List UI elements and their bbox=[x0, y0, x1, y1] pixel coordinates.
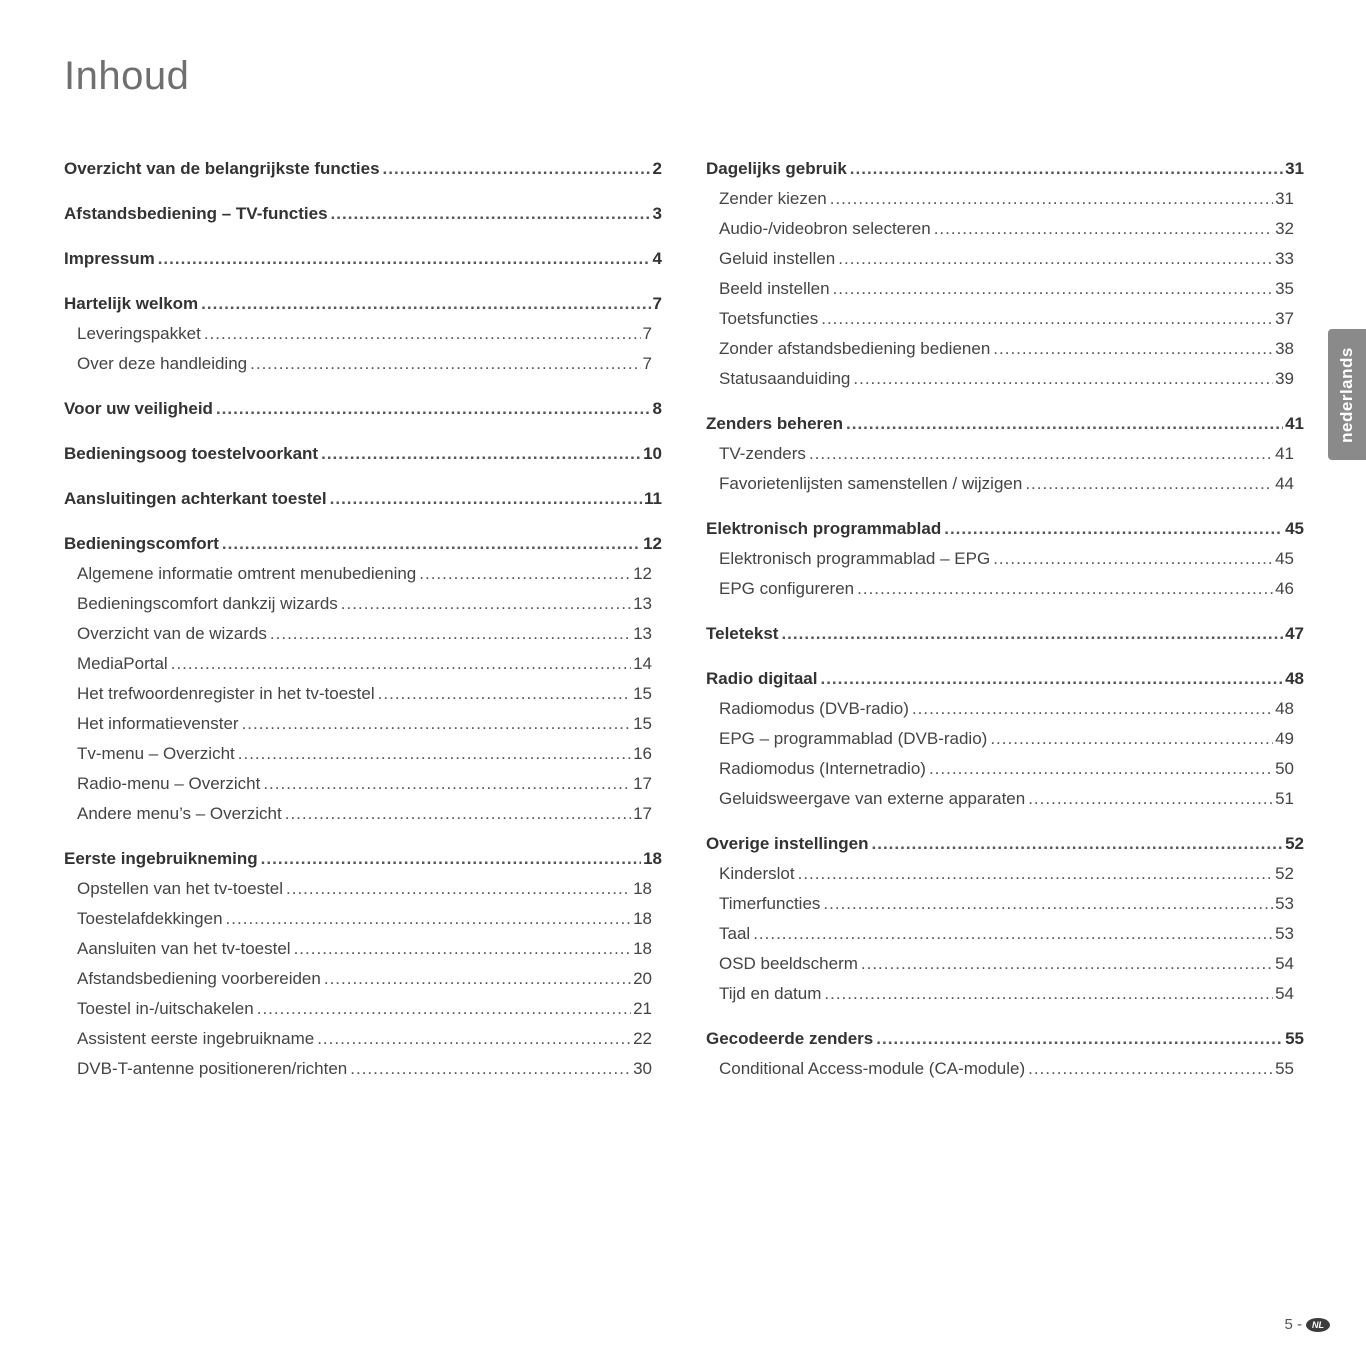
dot-leader bbox=[809, 439, 1273, 469]
toc-entry-title: Opstellen van het tv-toestel bbox=[77, 879, 284, 898]
toc-subentry[interactable] bbox=[706, 784, 1304, 814]
toc-page-number: 12 bbox=[633, 564, 652, 583]
toc-section-entry[interactable] bbox=[64, 439, 662, 469]
dot-leader bbox=[846, 409, 1283, 439]
toc-subentry[interactable] bbox=[706, 334, 1304, 364]
toc-entry-title: Hartelijk welkom bbox=[64, 294, 199, 313]
dot-leader bbox=[993, 334, 1273, 364]
toc-section-entry[interactable] bbox=[706, 154, 1304, 184]
toc-subentry[interactable] bbox=[706, 859, 1304, 889]
toc-section bbox=[64, 154, 662, 184]
dot-leader bbox=[861, 949, 1273, 979]
nl-country-badge: NL bbox=[1306, 1318, 1330, 1332]
toc-entry-title: Bedieningsoog toestelvoorkant bbox=[64, 444, 319, 463]
toc-page-number: 18 bbox=[633, 939, 652, 958]
toc-page-number: 35 bbox=[1275, 279, 1294, 298]
toc-page-number: 13 bbox=[633, 594, 652, 613]
dot-leader bbox=[238, 739, 631, 769]
toc-entry-title: Conditional Access-module (CA-module) bbox=[719, 1059, 1026, 1078]
toc-entry-title: OSD beeldscherm bbox=[719, 954, 858, 973]
toc-page-number: 18 bbox=[633, 879, 652, 898]
toc-subentry[interactable] bbox=[64, 1054, 662, 1084]
page-number: 5 - bbox=[1284, 1316, 1302, 1333]
language-tab bbox=[1328, 329, 1366, 460]
toc-entry-title: Bedieningscomfort dankzij wizards bbox=[77, 594, 338, 613]
dot-leader bbox=[171, 649, 631, 679]
dot-leader bbox=[330, 484, 642, 514]
page-title: Inhoud bbox=[64, 54, 190, 98]
toc-section-entry[interactable] bbox=[64, 154, 662, 184]
toc-page-number: 17 bbox=[633, 774, 652, 793]
dot-leader bbox=[912, 694, 1273, 724]
toc-page-number: 16 bbox=[633, 744, 652, 763]
toc-section bbox=[64, 529, 662, 829]
toc-subentry[interactable] bbox=[706, 439, 1304, 469]
toc-entry-title: Over deze handleiding bbox=[77, 354, 248, 373]
toc-section-entry[interactable] bbox=[706, 1024, 1304, 1054]
dot-leader bbox=[324, 964, 631, 994]
dot-leader bbox=[226, 904, 632, 934]
dot-leader bbox=[263, 769, 631, 799]
toc-page-number: 33 bbox=[1275, 249, 1294, 268]
toc-entry-title: Assistent eerste ingebruikname bbox=[77, 1029, 315, 1048]
toc-page-number: 31 bbox=[1285, 159, 1304, 178]
toc-entry-title: Overzicht van de belangrijkste functies bbox=[64, 159, 380, 178]
toc-subentry[interactable] bbox=[64, 619, 662, 649]
dot-leader bbox=[857, 574, 1273, 604]
toc-entry-title: Radiomodus (DVB-radio) bbox=[719, 699, 909, 718]
toc-entry-title: Aansluiten van het tv-toestel bbox=[77, 939, 291, 958]
toc-section-entry[interactable] bbox=[706, 829, 1304, 859]
toc-subentry[interactable] bbox=[706, 364, 1304, 394]
toc-subentry[interactable] bbox=[706, 919, 1304, 949]
toc-page-number: 46 bbox=[1275, 579, 1294, 598]
dot-leader bbox=[222, 529, 641, 559]
toc-entry-title: Favorietenlijsten samenstellen / wijzigen bbox=[719, 474, 1023, 493]
toc-entry-title: TV-zenders bbox=[719, 444, 806, 463]
toc-entry-title: Statusaanduiding bbox=[719, 369, 851, 388]
toc-page-number: 54 bbox=[1275, 954, 1294, 973]
toc-page-number: 55 bbox=[1285, 1029, 1304, 1048]
toc-page-number: 10 bbox=[643, 444, 662, 463]
toc-page-number: 48 bbox=[1275, 699, 1294, 718]
toc-section bbox=[64, 394, 662, 424]
toc-page-number: 41 bbox=[1285, 414, 1304, 433]
toc-column-right bbox=[706, 154, 1304, 1099]
dot-leader bbox=[838, 244, 1273, 274]
toc-section-entry[interactable] bbox=[64, 199, 662, 229]
toc-entry-title: Overige instellingen bbox=[706, 834, 869, 853]
toc-subentry[interactable] bbox=[706, 889, 1304, 919]
dot-leader bbox=[321, 439, 641, 469]
toc-section-entry[interactable] bbox=[64, 244, 662, 274]
toc-entry-title: Tijd en datum bbox=[719, 984, 822, 1003]
toc-entry-title: Gecodeerde zenders bbox=[706, 1029, 874, 1048]
toc-section-entry[interactable] bbox=[64, 289, 662, 319]
toc-page-number: 54 bbox=[1275, 984, 1294, 1003]
toc-section-entry[interactable] bbox=[706, 514, 1304, 544]
dot-leader bbox=[286, 874, 631, 904]
toc-entry-title: Het trefwoordenregister in het tv-toestel bbox=[77, 684, 375, 703]
toc-subentry[interactable] bbox=[706, 304, 1304, 334]
toc-section bbox=[706, 409, 1304, 499]
toc-page-number: 20 bbox=[633, 969, 652, 988]
dot-leader bbox=[1028, 1054, 1273, 1084]
toc-entry-title: Zenders beheren bbox=[706, 414, 843, 433]
toc-subentry[interactable] bbox=[64, 799, 662, 829]
dot-leader bbox=[285, 799, 631, 829]
toc-page-number: 52 bbox=[1275, 864, 1294, 883]
toc-section-entry[interactable] bbox=[706, 664, 1304, 694]
toc-subentry[interactable] bbox=[706, 244, 1304, 274]
toc-page-number: 52 bbox=[1285, 834, 1304, 853]
toc-entry-title: Geluidsweergave van externe apparaten bbox=[719, 789, 1026, 808]
dot-leader bbox=[331, 199, 651, 229]
dot-leader bbox=[1025, 469, 1273, 499]
toc-entry-title: Geluid instellen bbox=[719, 249, 836, 268]
toc-entry-title: Het informatievenster bbox=[77, 714, 239, 733]
toc-section-entry[interactable] bbox=[64, 394, 662, 424]
toc-subentry[interactable] bbox=[64, 904, 662, 934]
dot-leader bbox=[201, 289, 650, 319]
toc-page-number: 38 bbox=[1275, 339, 1294, 358]
toc-section-entry[interactable] bbox=[64, 844, 662, 874]
toc-subentry[interactable] bbox=[706, 949, 1304, 979]
toc-entry-title: Afstandsbediening voorbereiden bbox=[77, 969, 321, 988]
dot-leader bbox=[753, 919, 1273, 949]
dot-leader bbox=[929, 754, 1273, 784]
toc-page-number: 48 bbox=[1285, 669, 1304, 688]
toc-subentry[interactable] bbox=[64, 349, 662, 379]
toc-section bbox=[64, 484, 662, 514]
toc-section bbox=[64, 244, 662, 274]
page-footer bbox=[1284, 1316, 1330, 1333]
toc-entry-title: Voor uw veiligheid bbox=[64, 399, 213, 418]
toc-entry-title: EPG – programmablad (DVB-radio) bbox=[719, 729, 988, 748]
toc-section bbox=[706, 619, 1304, 649]
toc-page-number: 11 bbox=[644, 489, 662, 508]
toc-entry-title: Elektronisch programmablad – EPG bbox=[719, 549, 991, 568]
dot-leader bbox=[383, 154, 651, 184]
toc-entry-title: Overzicht van de wizards bbox=[77, 624, 267, 643]
dot-leader bbox=[257, 994, 631, 1024]
toc-subentry[interactable] bbox=[706, 214, 1304, 244]
dot-leader bbox=[242, 709, 632, 739]
toc-entry-title: Dagelijks gebruik bbox=[706, 159, 847, 178]
toc-section-entry[interactable] bbox=[706, 409, 1304, 439]
toc-page-number: 18 bbox=[633, 909, 652, 928]
toc-section-entry[interactable] bbox=[64, 484, 662, 514]
toc-page-number: 22 bbox=[633, 1029, 652, 1048]
dot-leader bbox=[830, 184, 1273, 214]
toc-entry-title: Aansluitingen achterkant toestel bbox=[64, 489, 327, 508]
toc-page-number: 18 bbox=[643, 849, 662, 868]
toc-entry-title: Elektronisch programmablad bbox=[706, 519, 942, 538]
dot-leader bbox=[876, 1024, 1283, 1054]
toc-entry-title: Timerfuncties bbox=[719, 894, 821, 913]
dot-leader bbox=[824, 979, 1273, 1009]
dot-leader bbox=[944, 514, 1283, 544]
toc-page-number: 50 bbox=[1275, 759, 1294, 778]
toc-page-number: 39 bbox=[1275, 369, 1294, 388]
toc-entry-title: Bedieningscomfort bbox=[64, 534, 219, 553]
dot-leader bbox=[158, 244, 651, 274]
dot-leader bbox=[781, 619, 1283, 649]
dot-leader bbox=[993, 544, 1273, 574]
toc-page-number: 13 bbox=[633, 624, 652, 643]
toc-entry-title: MediaPortal bbox=[77, 654, 168, 673]
toc-subentry[interactable] bbox=[706, 979, 1304, 1009]
toc-subentry[interactable] bbox=[64, 589, 662, 619]
dot-leader bbox=[798, 859, 1273, 889]
toc-subentry[interactable] bbox=[706, 574, 1304, 604]
toc-entry-title: Radio digitaal bbox=[706, 669, 818, 688]
toc-page-number: 45 bbox=[1285, 519, 1304, 538]
toc-subentry[interactable] bbox=[64, 1024, 662, 1054]
toc-page-number: 15 bbox=[633, 684, 652, 703]
toc-section bbox=[706, 514, 1304, 604]
toc-page-number: 4 bbox=[652, 249, 662, 268]
toc-section bbox=[64, 844, 662, 1084]
toc-entry-title: Toetsfuncties bbox=[719, 309, 819, 328]
toc-subentry[interactable] bbox=[706, 544, 1304, 574]
toc-page-number: 41 bbox=[1275, 444, 1294, 463]
toc-subentry[interactable] bbox=[64, 934, 662, 964]
toc-subentry[interactable] bbox=[706, 1054, 1304, 1084]
toc-page-number: 44 bbox=[1275, 474, 1294, 493]
toc-entry-title: DVB-T-antenne positioneren/richten bbox=[77, 1059, 348, 1078]
toc-page-number: 7 bbox=[652, 294, 662, 313]
dot-leader bbox=[250, 349, 640, 379]
dot-leader bbox=[833, 274, 1274, 304]
toc-section bbox=[706, 664, 1304, 814]
dot-leader bbox=[270, 619, 631, 649]
toc-section bbox=[64, 289, 662, 379]
dot-leader bbox=[350, 1054, 631, 1084]
toc-subentry[interactable] bbox=[706, 724, 1304, 754]
toc-entry-title: Tv-menu – Overzicht bbox=[77, 744, 235, 763]
toc-page-number: 7 bbox=[642, 324, 652, 343]
toc-entry-title: Toestel in-/uitschakelen bbox=[77, 999, 254, 1018]
toc-page-number: 53 bbox=[1275, 894, 1294, 913]
dot-leader bbox=[294, 934, 632, 964]
toc-section-entry[interactable] bbox=[706, 619, 1304, 649]
dot-leader bbox=[821, 304, 1273, 334]
dot-leader bbox=[853, 364, 1273, 394]
toc-subentry[interactable] bbox=[64, 739, 662, 769]
toc-page-number: 49 bbox=[1275, 729, 1294, 748]
dot-leader bbox=[872, 829, 1284, 859]
toc-subentry[interactable] bbox=[64, 679, 662, 709]
toc-entry-title: Beeld instellen bbox=[719, 279, 830, 298]
toc-subentry[interactable] bbox=[706, 754, 1304, 784]
dot-leader bbox=[341, 589, 631, 619]
toc-page-number: 14 bbox=[633, 654, 652, 673]
dot-leader bbox=[823, 889, 1273, 919]
toc-section bbox=[706, 829, 1304, 1009]
toc-page-number: 2 bbox=[652, 159, 662, 178]
toc-subentry[interactable] bbox=[706, 694, 1304, 724]
toc-section bbox=[64, 199, 662, 229]
toc-entry-title: Radio-menu – Overzicht bbox=[77, 774, 261, 793]
toc-page-number: 55 bbox=[1275, 1059, 1294, 1078]
toc-entry-title: Kinderslot bbox=[719, 864, 795, 883]
toc-section-entry[interactable] bbox=[64, 529, 662, 559]
toc-entry-title: Algemene informatie omtrent menubediening bbox=[77, 564, 417, 583]
toc-page-number: 31 bbox=[1275, 189, 1294, 208]
toc-entry-title: Impressum bbox=[64, 249, 155, 268]
toc-subentry[interactable] bbox=[64, 709, 662, 739]
toc-entry-title: Andere menu’s – Overzicht bbox=[77, 804, 282, 823]
dot-leader bbox=[850, 154, 1283, 184]
toc-page-number: 15 bbox=[633, 714, 652, 733]
toc-subentry[interactable] bbox=[64, 964, 662, 994]
toc-subentry[interactable] bbox=[706, 469, 1304, 499]
toc-subentry[interactable] bbox=[64, 649, 662, 679]
dot-leader bbox=[990, 724, 1273, 754]
toc-page-number: 3 bbox=[652, 204, 662, 223]
toc-subentry[interactable] bbox=[706, 184, 1304, 214]
toc-page-number: 30 bbox=[633, 1059, 652, 1078]
toc-entry-title: Zender kiezen bbox=[719, 189, 827, 208]
toc-entry-title: Radiomodus (Internetradio) bbox=[719, 759, 926, 778]
dot-leader bbox=[820, 664, 1283, 694]
toc-page-number: 32 bbox=[1275, 219, 1294, 238]
toc-entry-title: Zonder afstandsbediening bedienen bbox=[719, 339, 991, 358]
toc-entry-title: Leveringspakket bbox=[77, 324, 201, 343]
toc-page-number: 8 bbox=[652, 399, 662, 418]
toc-subentry[interactable] bbox=[64, 994, 662, 1024]
toc-subentry[interactable] bbox=[64, 319, 662, 349]
dot-leader bbox=[216, 394, 651, 424]
toc-page-number: 21 bbox=[633, 999, 652, 1018]
toc-entry-title: Taal bbox=[719, 924, 751, 943]
dot-leader bbox=[934, 214, 1273, 244]
toc-entry-title: Afstandsbediening – TV-functies bbox=[64, 204, 328, 223]
toc-entry-title: Audio-/videobron selecteren bbox=[719, 219, 931, 238]
toc-page-number: 53 bbox=[1275, 924, 1294, 943]
toc-entry-title: Teletekst bbox=[706, 624, 779, 643]
toc-page-number: 12 bbox=[643, 534, 662, 553]
toc-entry-title: Toestelafdekkingen bbox=[77, 909, 223, 928]
toc-page-number: 7 bbox=[642, 354, 652, 373]
language-tab-label: nederlands bbox=[1337, 346, 1357, 443]
toc-page-number: 51 bbox=[1275, 789, 1294, 808]
toc-entry-title: EPG configureren bbox=[719, 579, 855, 598]
toc-section bbox=[64, 439, 662, 469]
toc-column-left bbox=[64, 154, 662, 1099]
dot-leader bbox=[378, 679, 631, 709]
toc-subentry[interactable] bbox=[64, 874, 662, 904]
toc-subentry[interactable] bbox=[706, 274, 1304, 304]
dot-leader bbox=[261, 844, 641, 874]
toc-page-number: 47 bbox=[1285, 624, 1304, 643]
toc-subentry[interactable] bbox=[64, 769, 662, 799]
dot-leader bbox=[317, 1024, 631, 1054]
dot-leader bbox=[204, 319, 641, 349]
toc-section bbox=[706, 154, 1304, 394]
dot-leader bbox=[1028, 784, 1273, 814]
toc-page-number: 45 bbox=[1275, 549, 1294, 568]
toc-section bbox=[706, 1024, 1304, 1084]
toc-entry-title: Eerste ingebruikneming bbox=[64, 849, 258, 868]
toc-page-number: 17 bbox=[633, 804, 652, 823]
dot-leader bbox=[419, 559, 631, 589]
toc-subentry[interactable] bbox=[64, 559, 662, 589]
toc-page-number: 37 bbox=[1275, 309, 1294, 328]
